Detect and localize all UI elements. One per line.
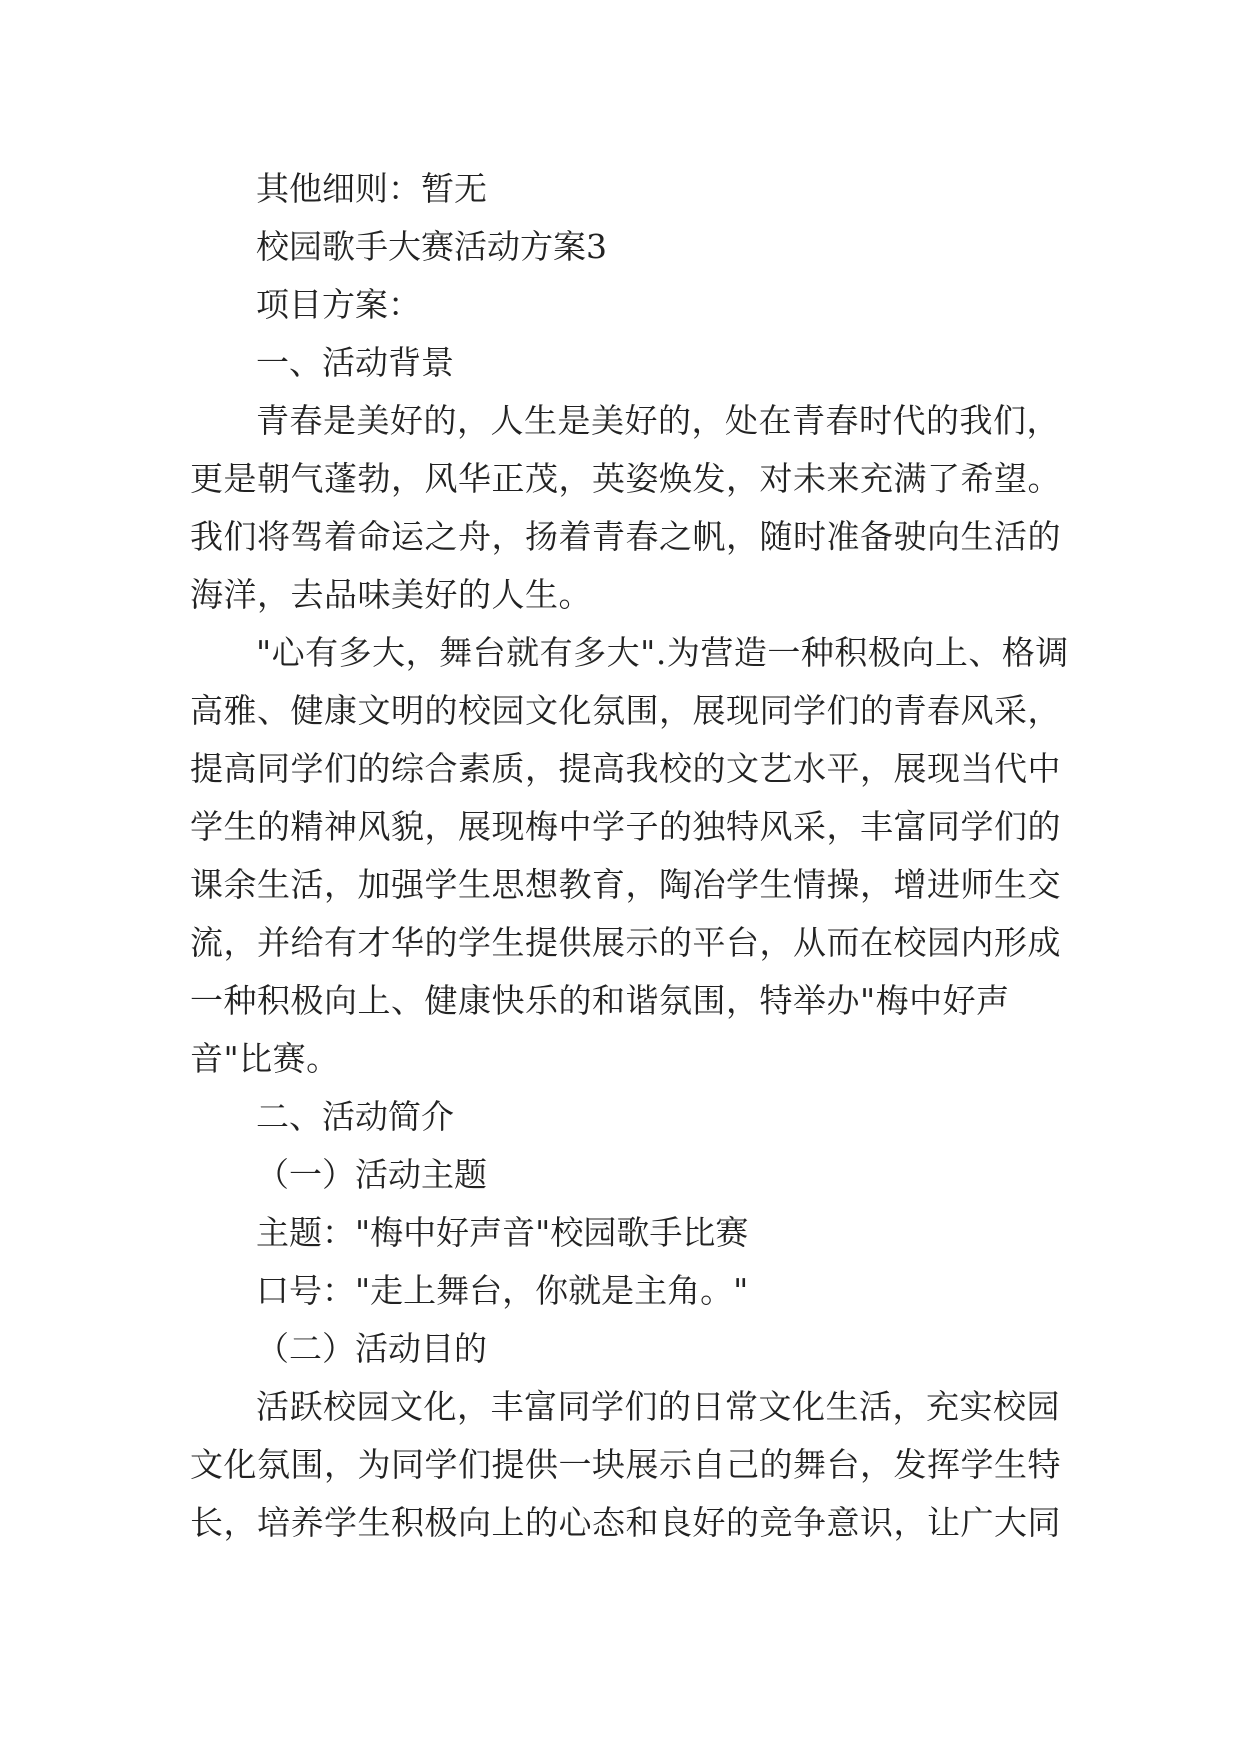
theme-line: 主题："梅中好声音"校园歌手比赛 <box>256 1213 749 1252</box>
document-body <box>190 160 1070 1552</box>
purpose-paragraph: "心有多大，舞台就有多大".为营造一种积极向上、格调高雅、健康文明的校园文化氛围，展现同学们的青春风采，提高同学们的综合素质，提高我校的文艺水平，展现当代中学生的精神风貌，展现梅中学子的独特风采，丰富同学们的课余生活，加强学生思想教育，陶冶学生情操，增进师生交流，并给有才华的学生提供展示的平台，从而在校园内形成一种积极向上、健康快乐的和谐氛围，特举办"梅中好声音"比赛。 <box>190 633 1069 1078</box>
section-2-title: 二、活动简介 <box>256 1097 454 1136</box>
other-details-line: 其他细则：暂无 <box>256 169 487 208</box>
section-1-title: 一、活动背景 <box>256 343 454 382</box>
background-paragraph: 青春是美好的，人生是美好的，处在青春时代的我们，更是朝气蓬勃，风华正茂，英姿焕发，对未来充满了希望。我们将驾着命运之舟，扬着青春之帆，随时准备驶向生活的海洋，去品味美好的人生。 <box>190 401 1061 614</box>
plan-heading: 校园歌手大赛活动方案3 <box>256 227 607 266</box>
slogan-line: 口号："走上舞台，你就是主角。" <box>256 1271 749 1310</box>
project-plan-label: 项目方案： <box>256 285 421 324</box>
subsection-2-title: （二）活动目的 <box>256 1329 487 1368</box>
subsection-1-title: （一）活动主题 <box>256 1155 487 1194</box>
goal-paragraph: 活跃校园文化，丰富同学们的日常文化生活，充实校园文化氛围，为同学们提供一块展示自己的舞台，发挥学生特长，培养学生积极向上的心态和良好的竞争意识，让广大同 <box>190 1387 1061 1542</box>
